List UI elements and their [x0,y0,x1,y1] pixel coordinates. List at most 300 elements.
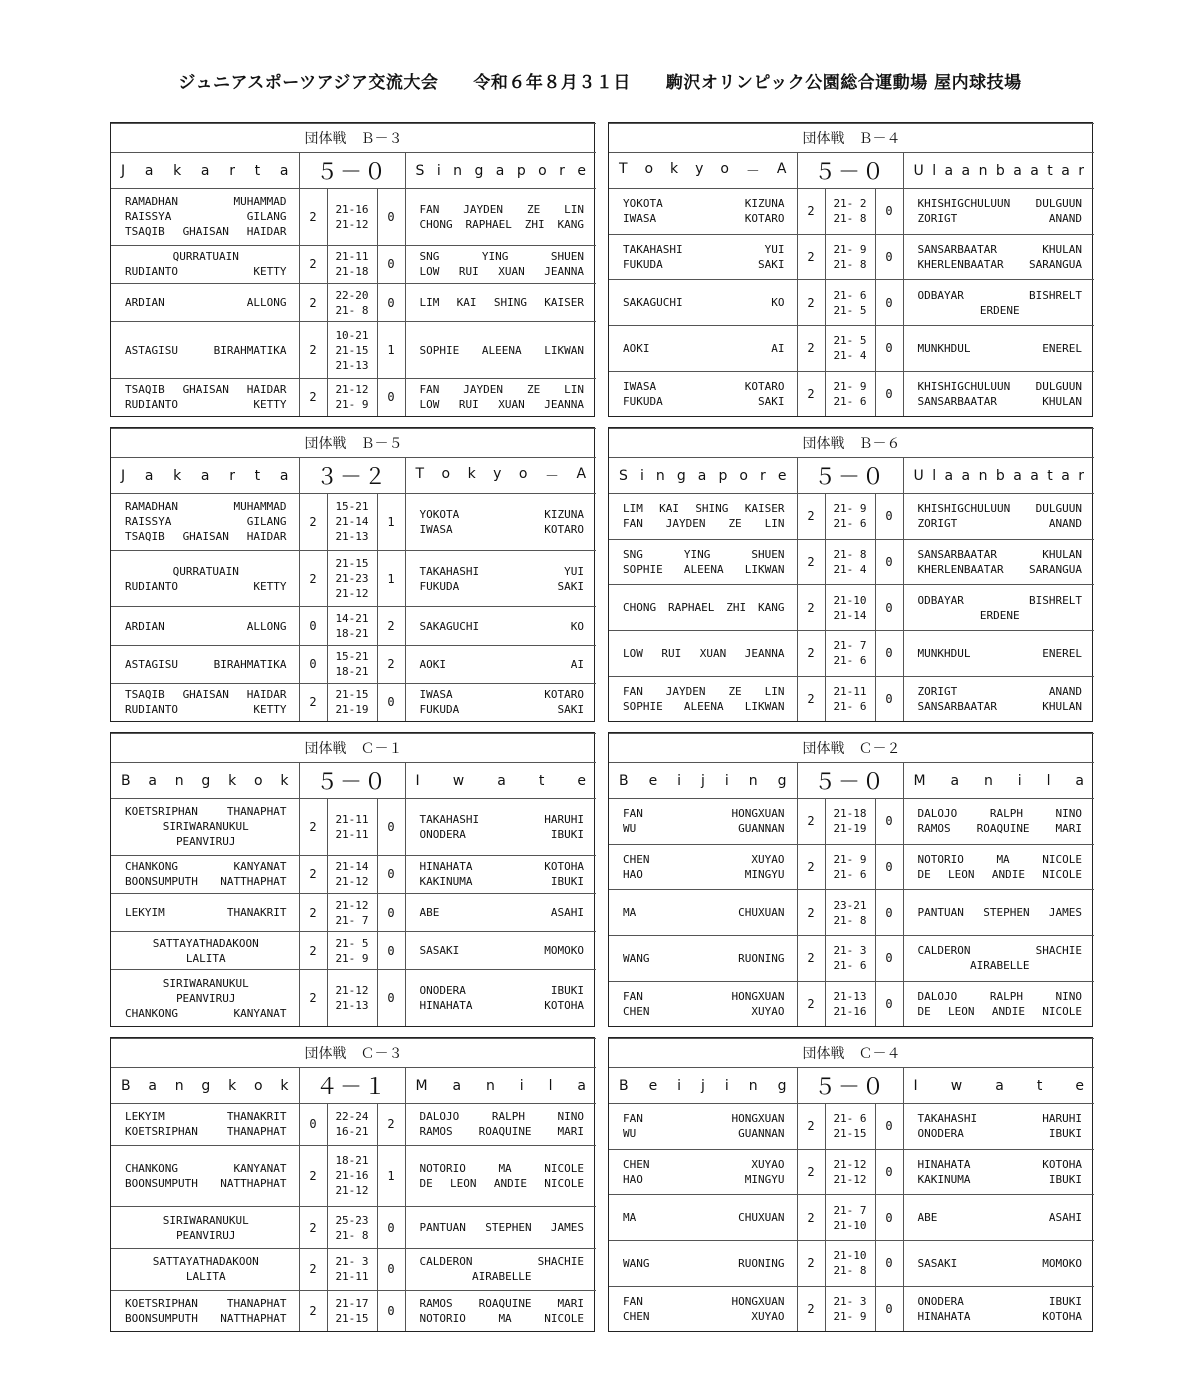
left-games-won: 2 [797,981,825,1026]
player-name-line: SASAKI MOMOKO [419,944,585,958]
player-name-line: HINAHATA KOTOHA [419,999,585,1013]
team-match-block [608,732,1093,1027]
left-players [609,539,797,585]
right-games-won: 0 [377,970,405,1026]
right-team-name: U l a a n b a a t a r [913,467,1085,484]
game-scores: 22-20 21- 8 [327,283,377,321]
team-total-score: ５－０ [797,153,903,189]
player-name-line: MUNKHDUL ENEREL [917,646,1083,660]
left-players [111,932,299,970]
left-players [111,683,299,721]
game-scores: 21-12 21-13 [327,970,377,1026]
right-team-cell [903,458,1094,494]
player-name-line: CHEN XUYAO [623,852,785,866]
player-name-line: WU GUANNAN [623,1127,785,1141]
left-players [609,981,797,1026]
match-row [609,539,1094,585]
player-name-line: TAKAHASHI HARUHI [917,1112,1083,1126]
left-team-name: B a n g k o k [121,772,289,789]
player-name-line: ONODERA IBUKI [419,984,585,998]
right-players [903,1104,1094,1150]
player-name-line: WU GUANNAN [623,822,785,836]
team-total-score: ４－１ [299,1068,405,1104]
player-name-line: SIRIWARANUKUL [162,820,249,834]
left-games-won: 2 [797,539,825,585]
player-name-line: KHERLENBAATAR SARANGUA [917,562,1083,576]
left-games-won: 2 [797,280,825,326]
left-team-cell [609,763,797,799]
player-name-line: IWASA KOTARO [419,522,585,536]
game-scores: 21-18 21-19 [825,799,875,845]
left-players [609,371,797,416]
left-games-won: 0 [299,1104,327,1146]
right-games-won: 0 [875,799,903,845]
player-name-line: KHISHIGCHULUUN DULGUUN [917,197,1083,211]
right-games-won: 0 [875,844,903,890]
right-players [405,932,596,970]
left-team-name: S i n g a p o r e [619,467,787,484]
block-title: 団体戦 Ｃ－３ [111,1039,596,1068]
right-games-won: 0 [875,935,903,981]
right-games-won: 0 [875,630,903,676]
team-match-block [608,427,1093,722]
right-games-won: 0 [875,234,903,280]
right-games-won: 0 [377,893,405,931]
right-games-won: 1 [377,494,405,551]
player-name-line: ZORIGT ANAND [917,517,1083,531]
match-row [609,890,1094,936]
player-name-line: YOKOTA KIZUNA [419,507,585,521]
player-name-line: IWASA KOTARO [623,379,785,393]
right-team-name: I w a t e [415,772,586,789]
match-row [111,893,596,931]
game-scores: 21-12 21-12 [825,1149,875,1195]
player-name-line: TSAQIB GHAISAN HAIDAR [125,530,287,544]
game-scores: 15-21 21-14 21-13 [327,494,377,551]
right-games-won: 2 [377,645,405,683]
left-games-won: 2 [797,1286,825,1331]
game-scores: 23-21 21- 8 [825,890,875,936]
right-players [405,645,596,683]
player-name-line: TSAQIB GHAISAN HAIDAR [125,688,287,702]
player-name-line: PANTUAN STEPHEN JAMES [917,906,1083,920]
player-name-line: LIM KAI SHING KAISER [419,296,585,310]
right-games-won: 0 [377,378,405,416]
left-games-won: 2 [797,935,825,981]
match-row [111,855,596,893]
player-name-line: FAN JAYDEN ZE LIN [419,202,585,216]
player-name-line: KOETSRIPHAN THANAPHAT [125,1296,287,1310]
game-scores: 21-14 21-12 [327,855,377,893]
player-name-line: CHANKONG KANYANAT [125,1161,287,1175]
right-games-won: 0 [875,539,903,585]
game-scores: 21-16 21-12 [327,189,377,246]
player-name-line: KAKINUMA IBUKI [917,1172,1083,1186]
right-games-won: 0 [875,1104,903,1150]
right-games-won: 0 [875,981,903,1026]
player-name-line: QURRATUAIN [172,564,239,578]
left-team-cell [609,1068,797,1104]
right-team-cell [405,763,596,799]
game-scores: 21- 6 21-15 [825,1104,875,1150]
right-games-won: 0 [377,189,405,246]
block-title: 団体戦 Ｃ－２ [609,734,1094,763]
right-games-won: 0 [377,1290,405,1331]
right-games-won: 0 [875,1240,903,1286]
right-players [903,844,1094,890]
player-name-line: CALDERON SHACHIE [917,944,1083,958]
right-players [405,799,596,856]
player-name-line: FAN HONGXUAN [623,807,785,821]
right-players [405,1248,596,1290]
player-name-line: LIM KAI SHING KAISER [623,502,785,516]
match-row [609,799,1094,845]
left-games-won: 2 [797,1149,825,1195]
player-name-line: ARDIAN ALLONG [125,619,287,633]
match-row [609,1240,1094,1286]
right-games-won: 0 [875,325,903,371]
team-total-score: ５－０ [299,153,405,189]
right-games-won: 0 [377,1248,405,1290]
team-total-score: ５－０ [797,458,903,494]
player-name-line: ERDENE [979,608,1020,622]
left-players [609,189,797,235]
right-players [405,683,596,721]
left-games-won: 2 [299,245,327,283]
player-name-line: RAMOS ROAQUINE MARI [419,1296,585,1310]
team-match-block [110,427,595,722]
left-players [111,1145,299,1207]
player-name-line: FUKUDA SAKI [419,579,585,593]
right-games-won: 0 [875,189,903,235]
game-scores: 21- 7 21-10 [825,1195,875,1241]
left-games-won: 2 [299,799,327,856]
game-scores: 21- 9 21- 6 [825,844,875,890]
block-title: 団体戦 Ｂ－３ [111,124,596,153]
player-name-line: FAN HONGXUAN [623,1112,785,1126]
match-row [111,607,596,645]
block-title: 団体戦 Ｂ－４ [609,124,1094,153]
player-name-line: TAKAHASHI YUI [623,242,785,256]
team-total-score: ５－０ [797,1068,903,1104]
player-name-line: LALITA [185,1270,226,1284]
match-row [111,799,596,856]
block-title: 団体戦 Ｃ－４ [609,1039,1094,1068]
right-players [405,189,596,246]
match-row [111,932,596,970]
left-team-cell [111,763,299,799]
player-name-line: FUKUDA SAKI [419,703,585,717]
left-players [609,1240,797,1286]
right-players [903,1149,1094,1195]
right-players [903,189,1094,235]
left-team-name: T o k y o － A [619,160,787,180]
player-name-line: LALITA [185,951,226,965]
right-games-won: 0 [377,283,405,321]
left-players [111,494,299,551]
left-players [609,1149,797,1195]
left-players [609,1104,797,1150]
left-players [609,280,797,326]
right-team-name: T o k y o － A [415,465,587,485]
right-team-cell [405,153,596,189]
match-row [609,844,1094,890]
player-name-line: KHERLENBAATAR SARANGUA [917,257,1083,271]
match-row [111,1290,596,1331]
player-name-line: PANTUAN STEPHEN JAMES [419,1221,585,1235]
player-name-line: SNG YING SHUEN [419,250,585,264]
left-players [609,325,797,371]
left-games-won: 2 [299,1145,327,1207]
left-team-cell [111,153,299,189]
right-players [903,494,1094,540]
left-games-won: 2 [299,283,327,321]
player-name-line: CALDERON SHACHIE [419,1255,585,1269]
game-scores: 18-21 21-16 21-12 [327,1145,377,1207]
player-name-line: SANSARBAATAR KHULAN [917,394,1083,408]
right-players [903,981,1094,1026]
left-players [609,1286,797,1331]
player-name-line: SAKAGUCHI KO [623,296,785,310]
left-players [111,550,299,607]
left-team-cell [111,458,299,494]
match-row [609,371,1094,416]
game-scores: 21- 5 21- 4 [825,325,875,371]
right-players [903,585,1094,631]
game-scores: 14-21 18-21 [327,607,377,645]
match-row [111,1145,596,1207]
player-name-line: IWASA KOTARO [623,212,785,226]
player-name-line: ABE ASAHI [419,906,585,920]
right-players [903,234,1094,280]
player-name-line: FAN JAYDEN ZE LIN [623,684,785,698]
left-players [111,1104,299,1146]
player-name-line: LEKYIM THANAKRIT [125,1110,287,1124]
right-players [405,378,596,416]
player-name-line: DE LEON ANDIE NICOLE [917,867,1083,881]
right-games-won: 0 [875,371,903,416]
right-games-won: 0 [377,799,405,856]
right-games-won: 0 [875,1286,903,1331]
player-name-line: BOONSUMPUTH NATTHAPHAT [125,1311,287,1325]
right-games-won: 0 [377,1207,405,1249]
player-name-line: AIRABELLE [471,1270,532,1284]
game-scores: 21- 3 21- 9 [825,1286,875,1331]
right-players [405,494,596,551]
player-name-line: HINAHATA KOTOHA [917,1309,1083,1323]
game-scores: 21-11 21-18 [327,245,377,283]
game-scores: 21-12 21- 9 [327,378,377,416]
player-name-line: RUDIANTO KETTY [125,579,287,593]
player-name-line: RUDIANTO KETTY [125,703,287,717]
player-name-line: CHEN XUYAO [623,1309,785,1323]
player-name-line: LOW RUI XUAN JEANNA [419,398,584,412]
game-scores: 21- 7 21- 6 [825,630,875,676]
left-players [609,494,797,540]
game-scores: 21- 9 21- 6 [825,371,875,416]
match-row [609,1149,1094,1195]
right-players [405,1290,596,1331]
left-players [111,970,299,1026]
game-scores: 21- 9 21- 8 [825,234,875,280]
player-name-line: RUDIANTO KETTY [125,398,287,412]
player-name-line: AIRABELLE [969,959,1030,973]
player-name-line: MA CHUXUAN [623,1211,785,1225]
match-row [111,1248,596,1290]
right-players [405,1207,596,1249]
player-name-line: SASAKI MOMOKO [917,1256,1083,1270]
player-name-line: RAMADHAN MUHAMMAD [125,500,287,514]
left-games-won: 2 [299,378,327,416]
right-players [405,1145,596,1207]
left-games-won: 2 [299,322,327,379]
left-players [609,630,797,676]
right-team-name: S i n g a p o r e [415,162,586,179]
right-players [903,1240,1094,1286]
left-players [111,855,299,893]
player-name-line: TSAQIB GHAISAN HAIDAR [125,225,287,239]
player-name-line: QURRATUAIN [172,250,239,264]
player-name-line: BOONSUMPUTH NATTHAPHAT [125,1176,287,1190]
game-scores: 21-11 21- 6 [825,676,875,721]
player-name-line: RAMOS ROAQUINE MARI [419,1125,585,1139]
game-scores: 21-15 21-23 21-12 [327,550,377,607]
right-games-won: 0 [377,245,405,283]
left-games-won: 2 [797,630,825,676]
player-name-line: SATTAYATHADAKOON [152,1255,259,1269]
player-name-line: DALOJO RALPH NINO [917,807,1083,821]
team-total-score: ５－０ [797,763,903,799]
left-games-won: 2 [299,189,327,246]
left-players [609,799,797,845]
team-match-block [110,1037,595,1332]
game-scores: 21-11 21-11 [327,799,377,856]
player-name-line: TAKAHASHI YUI [419,564,585,578]
game-scores: 21-15 21-19 [327,683,377,721]
right-players [405,283,596,321]
left-games-won: 0 [299,645,327,683]
player-name-line: NOTORIO MA NICOLE [917,852,1083,866]
game-scores: 10-21 21-15 21-13 [327,322,377,379]
match-row [111,494,596,551]
player-name-line: KOETSRIPHAN THANAPHAT [125,805,287,819]
right-games-won: 0 [875,494,903,540]
right-games-won: 0 [377,683,405,721]
match-row [609,1195,1094,1241]
player-name-line: NOTORIO MA NICOLE [419,1311,585,1325]
left-players [609,935,797,981]
player-name-line: ERDENE [979,303,1020,317]
left-players [111,378,299,416]
right-team-cell [903,763,1094,799]
team-match-block [110,122,595,417]
right-players [903,325,1094,371]
left-team-name: J a k a r t a [121,162,289,179]
block-title: 団体戦 Ｂ－５ [111,429,596,458]
left-games-won: 2 [299,494,327,551]
player-name-line: FUKUDA SAKI [623,394,785,408]
match-row [609,325,1094,371]
right-players [903,280,1094,326]
left-players [111,1207,299,1249]
left-games-won: 2 [299,893,327,931]
player-name-line: ONODERA IBUKI [419,827,585,841]
player-name-line: AOKI AI [419,657,585,671]
left-players [609,676,797,721]
right-players [903,935,1094,981]
game-scores: 21- 3 21-11 [327,1248,377,1290]
player-name-line: CHANKONG KANYANAT [125,860,287,874]
player-name-line: BOONSUMPUTH NATTHAPHAT [125,875,287,889]
match-row [609,585,1094,631]
player-name-line: SNG YING SHUEN [623,547,785,561]
left-games-won: 2 [797,1195,825,1241]
player-name-line: FAN HONGXUAN [623,989,785,1003]
player-name-line: FAN JAYDEN ZE LIN [623,517,785,531]
left-games-won: 0 [299,607,327,645]
game-scores: 21-10 21-14 [825,585,875,631]
match-row [609,981,1094,1026]
left-players [609,844,797,890]
game-scores: 21- 2 21- 8 [825,189,875,235]
player-name-line: MUNKHDUL ENEREL [917,341,1083,355]
player-name-line: TAKAHASHI HARUHI [419,812,585,826]
right-players [903,539,1094,585]
right-games-won: 1 [377,322,405,379]
game-scores: 25-23 21- 8 [327,1207,377,1249]
right-team-cell [405,1068,596,1104]
right-players [903,676,1094,721]
right-team-name: I w a t e [913,1077,1084,1094]
game-scores: 21-13 21-16 [825,981,875,1026]
left-team-name: B a n g k o k [121,1077,289,1094]
right-games-won: 0 [875,676,903,721]
player-name-line: SANSARBAATAR KHULAN [917,547,1083,561]
page-title: ジュニアスポーツアジア交流大会 令和６年８月３１日 駒沢オリンピック公園総合運動場 屋内球技場 [178,73,1022,93]
right-games-won: 1 [377,1145,405,1207]
player-name-line: KOETSRIPHAN THANAPHAT [125,1125,287,1139]
left-players [609,890,797,936]
left-games-won: 2 [797,676,825,721]
player-name-line: LEKYIM THANAKRIT [125,906,287,920]
player-name-line: SIRIWARANUKUL [162,976,249,990]
player-name-line: FAN HONGXUAN [623,1294,785,1308]
left-players [111,645,299,683]
left-players [111,245,299,283]
player-name-line: RAISSYA GILANG [125,210,287,224]
player-name-line: ZORIGT ANAND [917,684,1083,698]
match-row [609,1286,1094,1331]
left-players [111,283,299,321]
player-name-line: SANSARBAATAR KHULAN [917,242,1083,256]
right-team-name: U l a a n b a a t a r [913,162,1085,179]
player-name-line: KAKINUMA IBUKI [419,875,585,889]
team-match-block [608,122,1093,417]
team-match-block [608,1037,1093,1332]
player-name-line: DALOJO RALPH NINO [419,1110,585,1124]
left-games-won: 2 [797,325,825,371]
match-row [609,935,1094,981]
player-name-line: MA CHUXUAN [623,906,785,920]
right-games-won: 0 [875,1195,903,1241]
right-games-won: 2 [377,607,405,645]
match-row [111,378,596,416]
right-players [405,322,596,379]
left-games-won: 2 [797,371,825,416]
left-players [609,1195,797,1241]
left-games-won: 2 [797,1240,825,1286]
left-games-won: 2 [797,1104,825,1150]
